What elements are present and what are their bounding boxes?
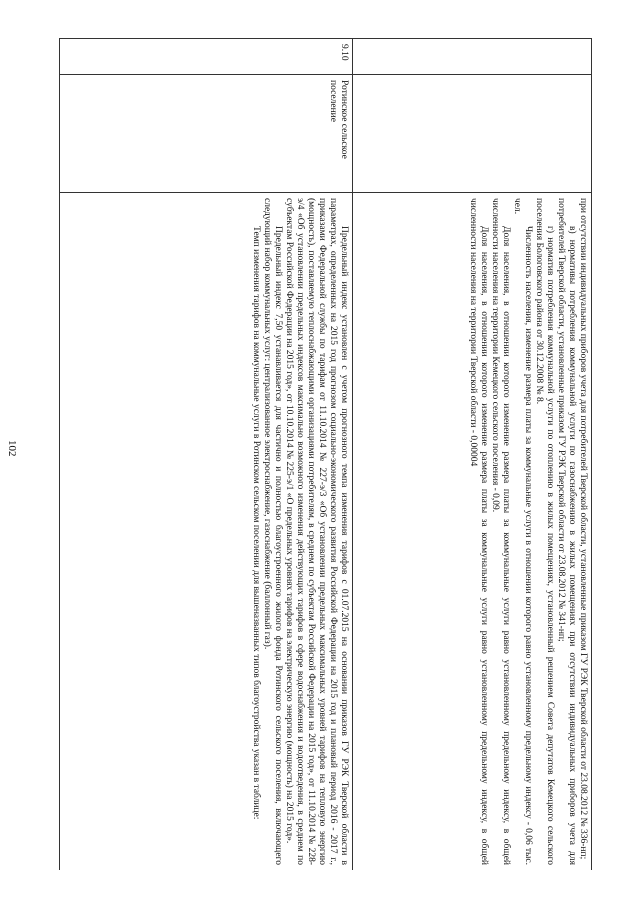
table-row	[60, 39, 353, 871]
rotated-page	[52, 38, 592, 870]
paragraph: Доля населения, в отношении которого изменение размера платы за коммунальные услуги равно установленному предельному индексу, в общей численности населения на территории Тверской области - 0,00004	[468, 198, 489, 865]
paragraph: в) нормативы потребления коммунальной услуги по газоснабжению в жилых помещениях при отсутствии индивидуальных приборов учета для потребителей Тверской области, установленные приказом ГУ РЭК Тверской области от 23.08.2012 № 341-нп;	[556, 198, 577, 865]
table-row	[353, 39, 592, 871]
document-sheet	[52, 38, 592, 870]
paragraph: Предельный индекс установлен с учетом прогнозного темпа изменения тарифов с 01.07.2015 на основании приказов ГУ РЭК Тверской области в параметрах, определенных на 2015 год прогнозом социально-экономического развития Российской Федерации на 2015 год и плановый период 2016 - 2017 г., приказами Федеральной службы по тарифам от 11.10.2014 № 227-э/3 «Об установлении предельных максимальных уровней тарифов на тепловую энергию (мощность), поставляемую теплоснабжающими организациями потребителям, в среднем по субъектам Российской Федерации на 2015 год», от 11.10.2014 № 228-э/4 «Об установлении предельных индексов максимально возможного изменения действующих тарифов в сфере водоснабжения и водоотведения, в среднем по субъектам Российской Федерации на 2015 год», от 10.10.2014 № 225-э/1 «О предельных уровнях тарифов на электрическую энергию (мощность) на 2015 год».	[284, 198, 349, 865]
paragraph: Численность населения, изменение размера платы за коммунальные услуги в отношении которого равно установленному предельному индексу - 0,06 тыс. чел.	[512, 198, 533, 865]
paragraph: Предельный индекс 7,50 устанавливается для частично и полностью благоустроенного жилого фонда Ротинского сельского поселения, включающего следующий набор коммунальных услуг: централизованное электроснабжение, газоснабжение (баллонный газ).	[262, 198, 283, 865]
row-description	[353, 193, 592, 871]
settlement-name	[353, 75, 592, 193]
page-number: 102	[6, 440, 18, 457]
paragraph: при отсутствии индивидуальных приборов учета для потребителей Тверской области, установленные приказом ГУ РЭК Тверской области от 23.08.2012 № 336-нп;	[578, 198, 588, 860]
tariff-table	[59, 38, 592, 870]
row-number: 9.10	[60, 39, 353, 75]
row-number	[353, 39, 592, 75]
settlement-name: Ротинское сельское поселение	[60, 75, 353, 193]
row-description	[60, 193, 353, 871]
paragraph: Доля населения, в отношении которого изменение размера платы за коммунальные услуги равно установленному предельному индексу, в общей численности населения на территории Кемецкого сельского поселения - 0,09.	[490, 198, 511, 865]
paragraph: г) норматив потребления коммунальной услуги по отоплению в жилых помещениях, установленный решением Совета депутатов Кемецкого сельского поселения Бологовского района от 30.12.2008 № 8.	[534, 198, 555, 865]
paragraph: Темп изменения тарифов на коммунальные услуги в Ротинском сельском поселении для вышеназванных типов благоустройства указан в таблице:	[251, 226, 261, 820]
